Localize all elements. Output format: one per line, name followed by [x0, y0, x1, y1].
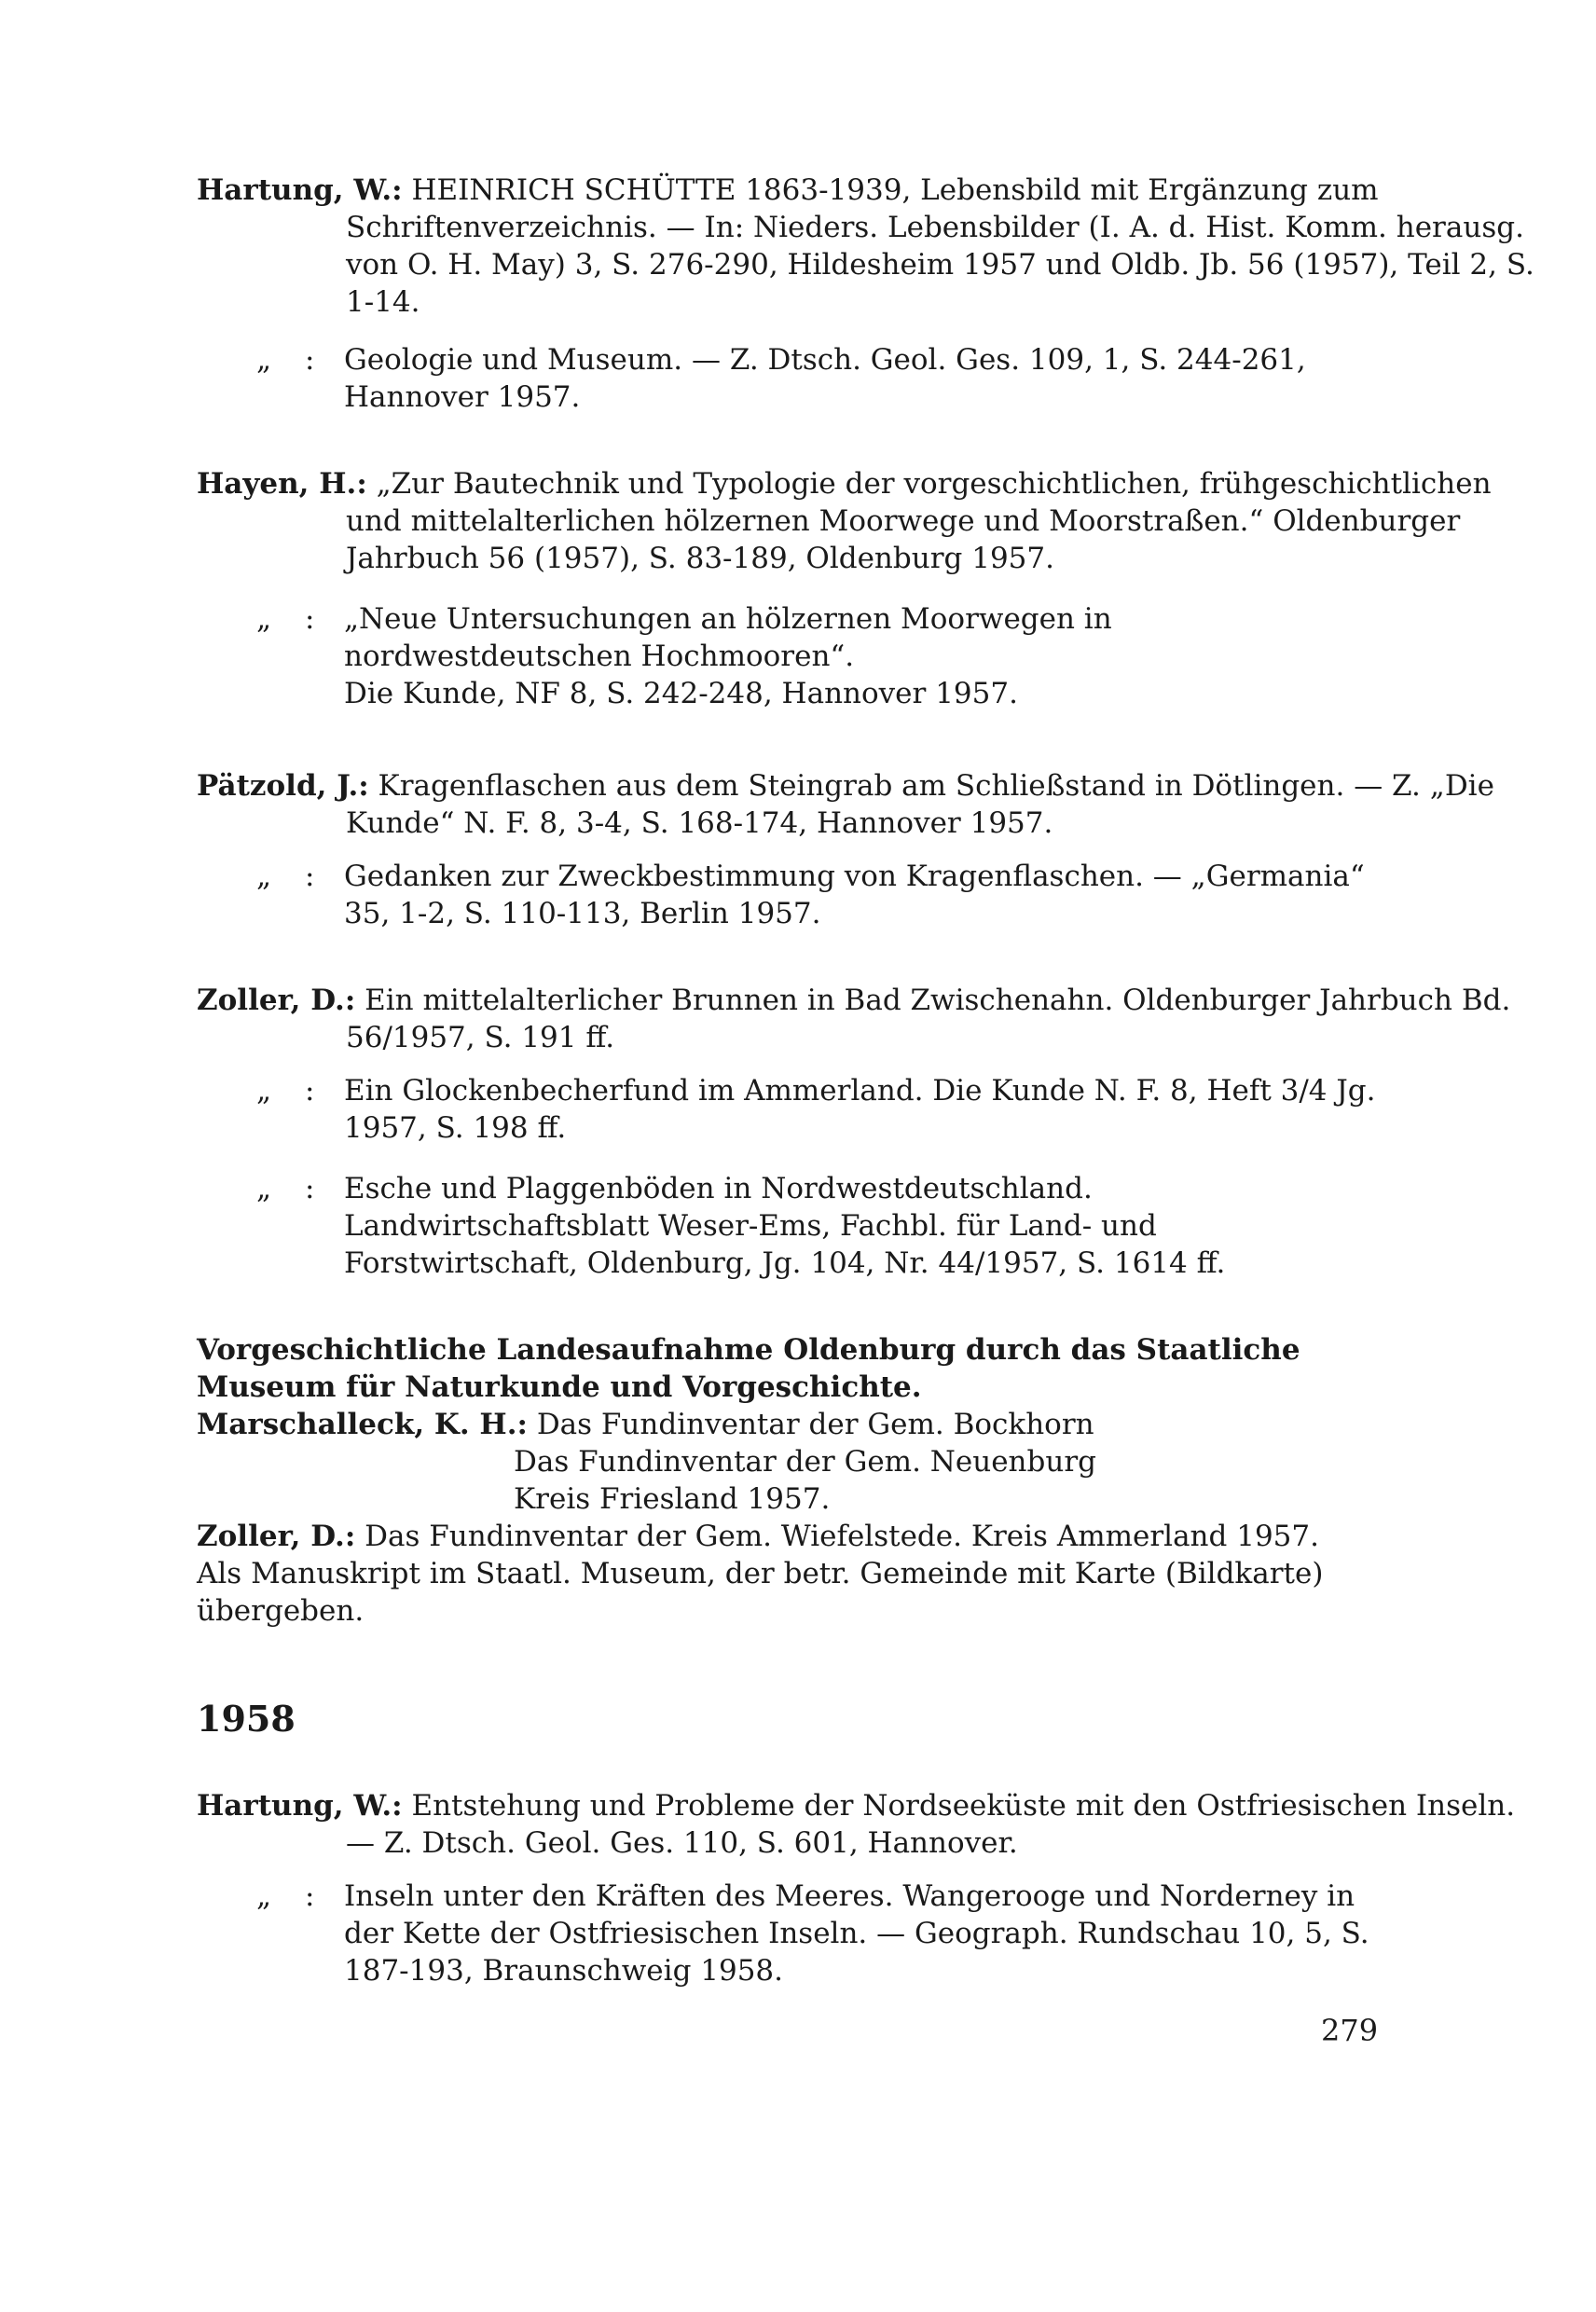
- entry-author: Hartung, W.:: [197, 1789, 403, 1823]
- entry-text: „Neue Untersuchungen an hölzernen Moorwegen in nordwestdeutschen Hochmooren“.: [344, 602, 1112, 673]
- entry-colon: :: [305, 1879, 315, 1913]
- bib-entry: [197, 1787, 1539, 1862]
- entry-colon: :: [305, 860, 315, 893]
- bib-entry-ditto: [256, 1072, 1390, 1147]
- entry-text: Das Fundinventar der Gem. Wiefelstede. Kreis Ammerland 1957.: [355, 1520, 1319, 1553]
- entry-text: Geologie und Museum. — Z. Dtsch. Geol. Ges. 109, 1, S. 244-261, Hannover 1957.: [344, 343, 1306, 414]
- entry-author: Marschalleck, K. H.:: [197, 1408, 528, 1441]
- ditto-mark: „: [256, 1172, 272, 1205]
- year-heading: 1958: [197, 1698, 296, 1740]
- bib-entry-ditto: [256, 1170, 1390, 1282]
- entry-author: Zoller, D.:: [197, 984, 356, 1017]
- entry-colon: :: [305, 602, 315, 636]
- ditto-mark: „: [256, 602, 272, 636]
- entry-text: Entstehung und Probleme der Nordseeküste mit den Ostfriesischen Inseln. — Z. Dtsch. Geol. Ges. 110, S. 601, Hannover.: [346, 1789, 1516, 1860]
- survey-section: [197, 1331, 1390, 1630]
- entry-text: Kragenflaschen aus dem Steingrab am Schließstand in Dötlingen. — Z. „Die Kunde“ N. F. 8, 3-4, S. 168-174, Hannover 1957.: [346, 769, 1494, 840]
- entry-author: Hartung, W.:: [197, 173, 403, 207]
- entry-text: „Zur Bautechnik und Typologie der vorgeschichtlichen, frühgeschichtlichen und mittelalterlichen hölzernen Moorwege und Moorstraßen.“ Oldenburger Jahrbuch 56 (1957), S. 83-189, Oldenburg 1957.: [346, 467, 1492, 575]
- entry-text: Inseln unter den Kräften des Meeres. Wangerooge und Norderney in der Kette der Ostfriesischen Inseln. — Geograph. Rundschau 10, 5, S. 187-193, Braunschweig 1958.: [344, 1879, 1369, 1988]
- bib-entry: [197, 982, 1539, 1056]
- bib-entry-ditto: [256, 858, 1390, 932]
- entry-text: HEINRICH SCHÜTTE 1863-1939, Lebensbild mit Ergänzung zum Schriftenverzeichnis. — In: Nieders. Lebensbilder (I. A. d. Hist. Komm. herausg. von O. H. May) 3, S. 276-290, Hildesheim 1957 und Oldb. Jb. 56 (1957), Teil 2, S. 1-14.: [346, 173, 1534, 319]
- entry-text: Ein mittelalterlicher Brunnen in Bad Zwischenahn. Oldenburger Jahrbuch Bd. 56/1957, S. 191 ff.: [346, 984, 1511, 1054]
- ditto-mark: „: [256, 1879, 272, 1913]
- bib-entry-ditto: [256, 1878, 1390, 1989]
- entry-text-2: Die Kunde, NF 8, S. 242-248, Hannover 1957.: [344, 677, 1018, 710]
- entry-colon: :: [305, 1074, 315, 1108]
- ditto-mark: „: [256, 860, 272, 893]
- survey-line: Das Fundinventar der Gem. Neuenburg: [514, 1445, 1096, 1479]
- entry-text: Ein Glockenbecherfund im Ammerland. Die Kunde N. F. 8, Heft 3/4 Jg. 1957, S. 198 ff.: [344, 1074, 1376, 1145]
- survey-line: [197, 1406, 1390, 1443]
- bib-entry-ditto: [256, 341, 1390, 416]
- entry-colon: :: [305, 343, 315, 377]
- section-title: Vorgeschichtliche Landesaufnahme Oldenburg durch das Staatliche Museum für Naturkunde und Vorgeschichte.: [197, 1333, 1300, 1404]
- ditto-mark: „: [256, 343, 272, 377]
- bib-entry-ditto: [256, 600, 1390, 712]
- bib-entry: [197, 172, 1539, 321]
- survey-note: Als Manuskript im Staatl. Museum, der betr. Gemeinde mit Karte (Bildkarte) übergeben.: [197, 1557, 1324, 1628]
- entry-author: Zoller, D.:: [197, 1520, 356, 1553]
- survey-line: [197, 1518, 1390, 1555]
- entry-author: Pätzold, J.:: [197, 769, 369, 803]
- entry-author: Hayen, H.:: [197, 467, 367, 501]
- entry-text: Esche und Plaggenböden in Nordwestdeutschland. Landwirtschaftsblatt Weser-Ems, Fachbl. für Land- und Forstwirtschaft, Oldenburg, Jg. 104, Nr. 44/1957, S. 1614 ff.: [344, 1172, 1226, 1280]
- entry-colon: :: [305, 1172, 315, 1205]
- page-number: 279: [1321, 2013, 1379, 2048]
- entry-text: Das Fundinventar der Gem. Bockhorn: [527, 1408, 1094, 1441]
- survey-line: Kreis Friesland 1957.: [514, 1482, 831, 1516]
- bib-entry: [197, 465, 1539, 577]
- ditto-mark: „: [256, 1074, 272, 1108]
- bib-entry: [197, 767, 1539, 842]
- entry-text: Gedanken zur Zweckbestimmung von Kragenflaschen. — „Germania“ 35, 1-2, S. 110-113, Berlin 1957.: [344, 860, 1365, 930]
